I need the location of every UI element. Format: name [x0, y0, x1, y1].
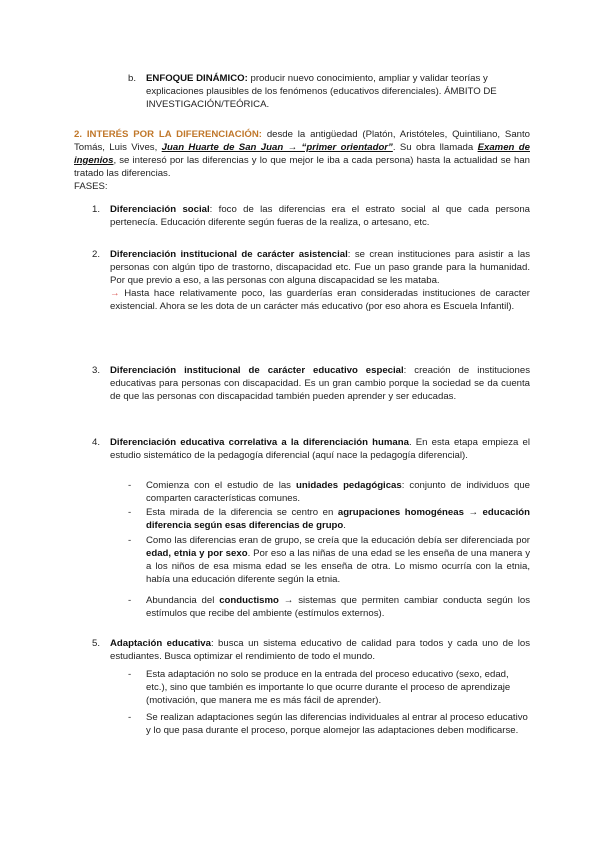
bullet-text: Comienza con el estudio de las unidades pedagógicas: conjunto de individuos que comparten características comunes. — [146, 480, 530, 504]
section-b-paragraph — [146, 72, 528, 111]
phase-5 — [92, 637, 530, 663]
bullet-dash: - — [128, 712, 132, 723]
fases-label: FASES: — [74, 181, 108, 192]
phase-3-title: Diferenciación institucional de carácter educativo especial — [110, 365, 404, 376]
phase-4-title: Diferenciación educativa correlativa a la diferenciación humana — [110, 437, 409, 448]
phase-1-text: : foco de las diferencias era el estrato social al que cada persona pertenecía. Educación diferente según fueras de la realiza, o artesano, etc. — [110, 204, 530, 228]
phase-1-title: Diferenciación social — [110, 204, 210, 215]
section-b-text: producir nuevo conocimiento, ampliar y validar teorías y explicaciones plausibles de los fenómenos (educativos diferenciales). ÁMBITO DE INVESTIGACIÓN/TEÓRICA. — [146, 73, 497, 110]
section-2-number: 2. — [74, 129, 83, 140]
phase-5-title: Adaptación educativa — [110, 638, 211, 649]
phase-3-text: : creación de instituciones educativas para personas con discapacidad. Es un gran cambio porque la sociedad se da cuenta de que las personas con discapacidad también pueden aprender y ser educadas. — [110, 365, 530, 402]
section-2-text3: , se interesó por las diferencias y lo que mejor le iba a cada persona) hasta la actualidad se han tratado las diferencias. — [74, 155, 530, 179]
phase-5-text: : busca un sistema educativo de calidad para todos y cada uno de los estudiantes. Busca optimizar el rendimiento de todo el mundo. — [110, 638, 530, 662]
phase-2-number: 2. — [92, 249, 101, 260]
bullet-text: Abundancia del conductismo → sistemas que permiten cambiar conducta según los estímulos que recibe del ambiente (estímulos externos). — [146, 595, 531, 619]
section-2-paragraph — [74, 128, 530, 180]
bullet-dash: - — [128, 669, 132, 680]
section-2 — [74, 128, 530, 193]
section-b-marker: b. — [128, 73, 137, 84]
bullet-text: Se realizan adaptaciones según las diferencias individuales al entrar al proceso educativo y lo que pasa durante el proceso, porque alomejor las adaptaciones deben modificarse. — [146, 712, 528, 736]
bullet-text: Como las diferencias eran de grupo, se creía que la educación debía ser diferenciada por edad, etnia y por sexo. Por eso a las niñas de una edad se les enseña de una manera y a los niños de esa misma edad se les enseña de otra. Lo mismo ocurría con la etnia, había una educación diferente según la etnia. — [146, 535, 530, 585]
phase-1-number: 1. — [92, 204, 101, 215]
section-2-title: INTERÉS POR LA DIFERENCIACIÓN: — [86, 129, 262, 140]
phase-3-number: 3. — [92, 365, 101, 376]
bullet-dash: - — [128, 507, 132, 518]
phase-2-title: Diferenciación institucional de carácter asistencial — [110, 249, 348, 260]
section-b — [128, 72, 528, 111]
bullet-dash: - — [128, 480, 132, 491]
phase-3-paragraph — [110, 364, 530, 403]
phase-4-bullet-1 — [128, 479, 530, 505]
work-title: Examen de ingenios — [74, 142, 530, 166]
phase-2-paragraph — [110, 248, 530, 287]
phase-3 — [92, 364, 530, 403]
bullet-dash: - — [128, 595, 132, 606]
section-b-title: ENFOQUE DINÁMICO: — [146, 73, 248, 84]
phase-4-paragraph — [110, 436, 530, 462]
phase-1 — [92, 203, 530, 229]
bullet-dash: - — [128, 535, 132, 546]
phase-4-bullet-4 — [128, 594, 530, 620]
section-2-text2: . Su obra llamada — [392, 142, 474, 153]
phase-2 — [92, 248, 530, 313]
person-name: Juan Huarte de San Juan → “primer orientador” — [161, 142, 393, 153]
phase-2-note-text: Hasta hace relativamente poco, las guarderías eran consideradas instituciones de caracter existencial. Ahora se les dota de un carácter más educativo (por eso ahora es Escuela Infantil). — [110, 288, 530, 312]
phase-2-note — [110, 287, 530, 313]
phase-4-number: 4. — [92, 437, 101, 448]
bullet-text: Esta mirada de la diferencia se centro en agrupaciones homogéneas → educación diferencia según esas diferencias de grupo. — [146, 507, 530, 531]
phase-5-bullet-1 — [128, 668, 530, 707]
arrow-icon: → — [110, 288, 120, 299]
phase-4-bullet-2 — [128, 506, 530, 532]
phase-5-bullet-2 — [128, 711, 530, 737]
phase-4-text: . En esta etapa empieza el estudio sistemático de la pedagogía diferencial (aquí nace la pedagogía diferencial). — [110, 437, 530, 461]
phase-1-paragraph — [110, 203, 530, 229]
phase-2-text: : se crean instituciones para asistir a las personas con algún tipo de trastorno, discapacidad etc. Fue un paso grande para la humanidad. Por que previo a eso, a las personas con alguna discapacidad se les mataba. — [110, 249, 530, 286]
phase-4-bullet-3 — [128, 534, 530, 586]
phase-4 — [92, 436, 530, 462]
bullet-text: Esta adaptación no solo se produce en la entrada del proceso educativo (sexo, edad, etc.), sino que también es importante lo que ocurre durante el proceso de aprendizaje (motivación, que manera me es más fácil de aprender). — [146, 669, 511, 706]
phase-5-number: 5. — [92, 638, 101, 649]
section-2-text1: desde la antigüedad (Platón, Aristóteles, Quintiliano, Santo Tomás, Luis Vives, — [74, 129, 530, 153]
phase-5-paragraph — [110, 637, 530, 663]
